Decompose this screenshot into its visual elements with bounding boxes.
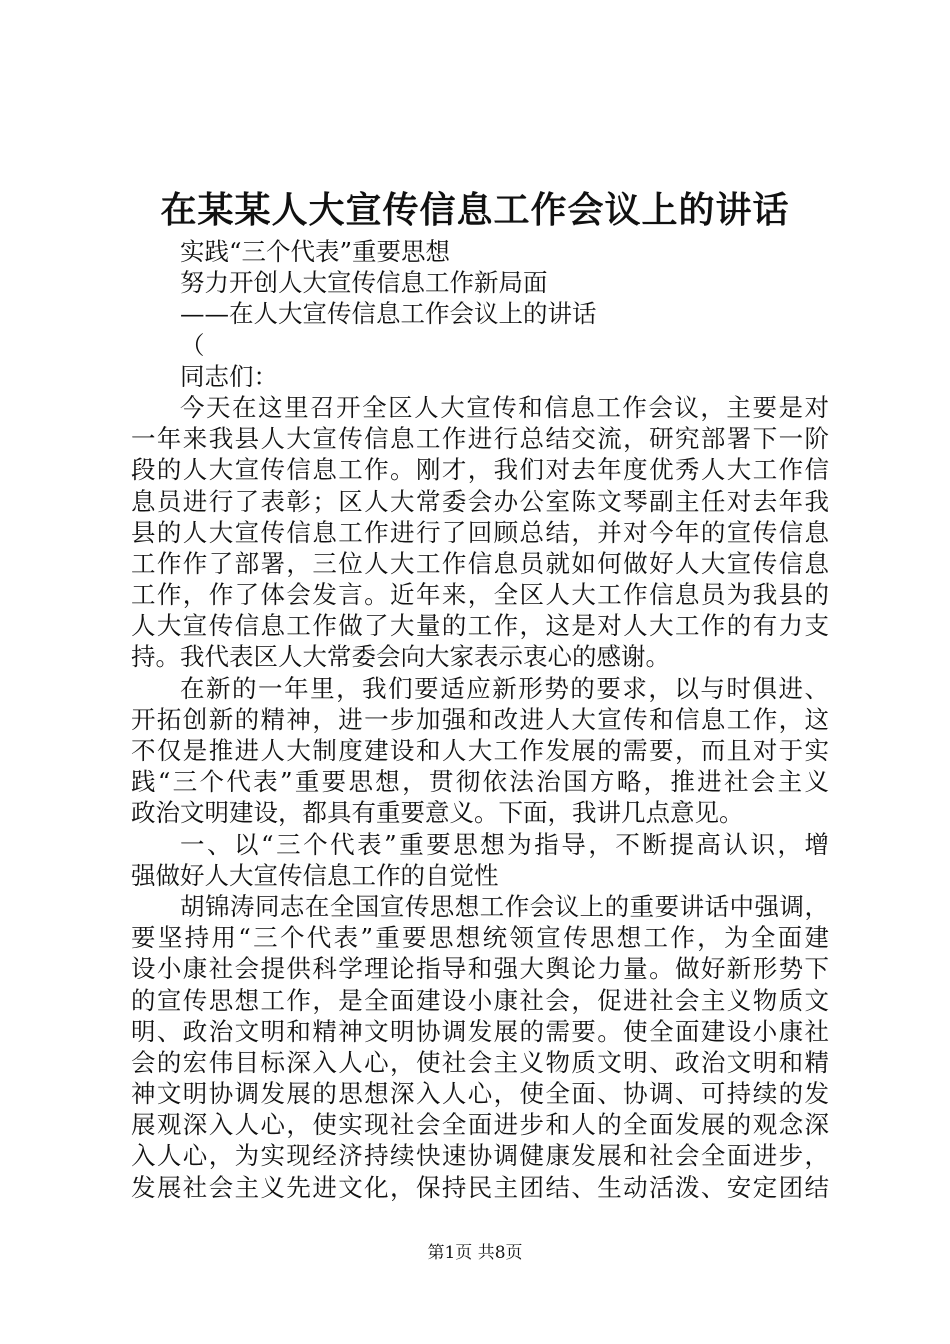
text-line: 入人心，为实现经济持续快速协调健康发展和社会全面进步， bbox=[131, 1141, 829, 1171]
text-line: 工作作了部署，三位人大工作信息员就如何做好人大宣传信息 bbox=[131, 548, 829, 578]
document-title: 在某某人大宣传信息工作会议上的讲话 bbox=[160, 189, 790, 231]
text-line: 设小康社会提供科学理论指导和强大舆论力量。做好新形势下 bbox=[131, 954, 829, 984]
text-line: 人大宣传信息工作做了大量的工作，这是对人大工作的有力支 bbox=[131, 611, 829, 641]
text-line: 神文明协调发展的思想深入人心，使全面、协调、可持续的发 bbox=[131, 1079, 829, 1109]
text-line: 今天在这里召开全区人大宣传和信息工作会议，主要是对 bbox=[180, 392, 829, 422]
text-line: 工作，作了体会发言。近年来，全区人大工作信息员为我县的 bbox=[131, 580, 829, 610]
text-line: 发展社会主义先进文化，保持民主团结、生动活泼、安定团结 bbox=[131, 1172, 829, 1202]
text-line: 展观深入人心，使实现社会全面进步和人的全面发展的观念深 bbox=[131, 1110, 829, 1140]
text-line: 强做好人大宣传信息工作的自觉性 bbox=[131, 860, 499, 890]
text-line: 要坚持用“三个代表”重要思想统领宣传思想工作，为全面建 bbox=[131, 923, 829, 953]
text-line: 努力开创人大宣传信息工作新局面 bbox=[180, 268, 548, 298]
text-line: 一年来我县人大宣传信息工作进行总结交流，研究部署下一阶 bbox=[131, 424, 829, 454]
text-line: 段的人大宣传信息工作。刚才，我们对去年度优秀人大工作信 bbox=[131, 455, 829, 485]
text-line: ——在人大宣传信息工作会议上的讲话 bbox=[180, 299, 597, 329]
text-line: 的宣传思想工作，是全面建设小康社会，促进社会主义物质文 bbox=[131, 985, 829, 1015]
text-line: 胡锦涛同志在全国宣传思想工作会议上的重要讲话中强调， bbox=[180, 891, 829, 921]
text-line: 政治文明建设，都具有重要意义。下面，我讲几点意见。 bbox=[131, 798, 744, 828]
text-line: 在新的一年里，我们要适应新形势的要求，以与时俱进、 bbox=[180, 673, 829, 703]
text-line: 息员进行了表彰；区人大常委会办公室陈文琴副主任对去年我 bbox=[131, 486, 829, 516]
document-body bbox=[131, 236, 829, 1203]
text-line: 同志们： bbox=[180, 361, 278, 391]
text-line: 会的宏伟目标深入人心，使社会主义物质文明、政治文明和精 bbox=[131, 1047, 829, 1077]
text-line: 县的人大宣传信息工作进行了回顾总结，并对今年的宣传信息 bbox=[131, 517, 829, 547]
text-line: 实践“三个代表”重要思想 bbox=[180, 237, 451, 266]
text-line: 不仅是推进人大制度建设和人大工作发展的需要，而且对于实 bbox=[131, 736, 829, 765]
text-line: 一、以“三个代表”重要思想为指导，不断提高认识，增 bbox=[180, 829, 829, 859]
text-line: （ bbox=[180, 330, 205, 360]
text-line: 践“三个代表”重要思想，贯彻依法治国方略，推进社会主义 bbox=[131, 767, 829, 797]
text-line: 开拓创新的精神，进一步加强和改进人大宣传和信息工作，这 bbox=[131, 704, 829, 734]
page-footer: 第1页 共8页 bbox=[427, 1243, 523, 1263]
text-line: 明、政治文明和精神文明协调发展的需要。使全面建设小康社 bbox=[131, 1016, 829, 1046]
text-line: 持。我代表区人大常委会向大家表示衷心的感谢。 bbox=[131, 642, 670, 672]
